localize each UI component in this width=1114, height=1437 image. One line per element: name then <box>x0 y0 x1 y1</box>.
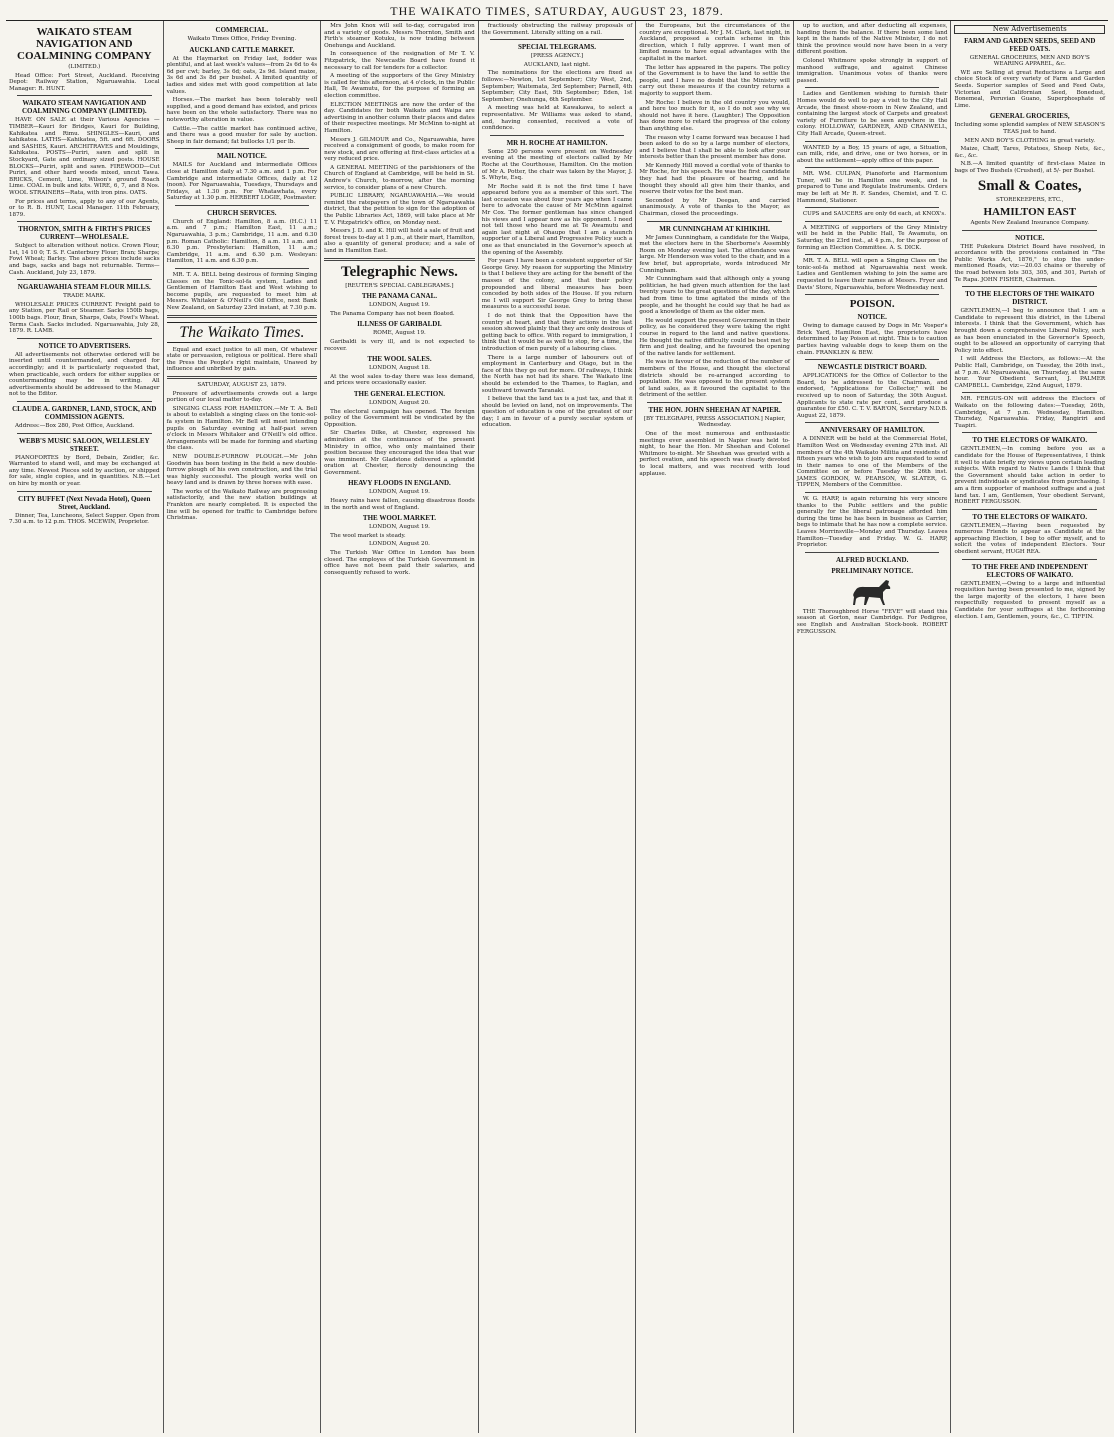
article-heading: HEAVY FLOODS IN ENGLAND. <box>348 479 451 488</box>
article-heading: THORNTON, SMITH & FIRTH'S PRICES CURRENT—WHOLESALE. <box>18 225 151 242</box>
article-paragraph: A GENERAL MEETING of the parishioners of the Church of England at Cambridge, will be held in St. Andrew's Church, to-morrow, after the morning service, to consider plans of a new Church. <box>324 164 475 191</box>
article-paragraph: For prices and terms, apply to any of our Agents, or to R. B. HUNT, Local Manager. 11th February, 1879. <box>9 198 160 218</box>
article-paragraph: Mr Kennedy Hill moved a cordial vote of thanks to Mr Roche, for his speech. He was the first candidate they had had the pleasure of hearing, and he thought they should all give him their thanks, and reserve their votes for the best man. <box>639 162 790 196</box>
article-paragraph: Pressure of advertisements crowds out a large portion of our local matter to-day. <box>166 390 318 404</box>
article-paragraph: SINGING CLASS FOR HAMILTON.—Mr T. A. Bell is about to establish a singing class on the tonic-sol-fa system in Hamilton. Mr Bell will meet intending pupils on Saturday evening at half-past seven o'clock in Messrs Whitaker and O'Neill's old office. Arrangements will be made for forming and starting the class. <box>166 405 318 452</box>
divider <box>490 135 625 136</box>
divider <box>805 167 940 168</box>
article-heading: FARM AND GARDEN SEEDS, SEED AND FEED OATS. <box>964 36 1096 53</box>
divider <box>962 432 1097 433</box>
article-paragraph: The letter has appeared in the papers. The policy of the Government is to have the land to settle the people, and I have no doubt that the Ministry will carry out these measures if the country returns a majority to support them. <box>639 64 790 97</box>
article-paragraph: MAILS for Auckland and intermediate Offices close at Hamilton daily at 7.30 a.m. and 1 p.m. For Cambridge and intermediate Offices, daily at 12 (noon). For Ngaruawahia, Tuesdays, Thursdays and Fridays, at 1.30 p.m. For Whatawhata, every Saturday at 1.30 p.m. HERBERT LOGIE, Postmaster. <box>166 162 318 202</box>
article-paragraph: A meeting was held at Kawakawa, to select a representative. Mr Williams was asked to stand, and, having consented, received a vote of confidence. <box>481 105 633 132</box>
subheading: TRADE MARK. <box>63 293 106 300</box>
subheading: MEN AND BOY'S CLOTHING in great variety. <box>964 137 1096 144</box>
article-paragraph: For years I have been a consistent supporter of Sir George Grey. My reason for supporting the Ministry is that I believe they are acting for the benefit of the masses of the colony, and that their policy propounded and liberal measures has been conceded by both sides of the House. If you return me I will support Sir George Grey to bring these measures to a successful issue. <box>481 258 633 311</box>
subheading: ROME, August 19. <box>373 330 426 337</box>
article-paragraph: GENTLEMEN,—Having been requested by numerous Friends to appear as Candidate at the approaching Election, I beg to offer myself, and to solicit the votes of independent Electors. Your obedient servant, HUGH REA. <box>954 522 1106 556</box>
article-paragraph: A meeting of the supporters of the Grey Ministry is called for this afternoon, at 4 o'clock, in the Public Hall, Te Awamutu, for the purpose of forming an election committee. <box>324 73 475 99</box>
paper-wordmark: The Waikato Times. <box>167 322 318 343</box>
article-paragraph: The electoral campaign has opened. The foreign policy of the Government will be vindicated by the Opposition. <box>324 408 475 428</box>
subheading: LONDON, August 19. <box>368 524 430 531</box>
article-paragraph: MR. T. A. BELL being desirous of forming Singing Classes on the Tonic-sol-fa system, Ladies and Gentlemen of Hamilton East and West wishing to become pupils, are requested to meet him at Messrs. Whitaker & O'Neill's Old Office, next Bank New Zealand, on Saturday 23rd instant, at 7.30 p.m. <box>166 272 318 311</box>
article-paragraph: Horses.—The market has been tolerably well supplied, and a good demand has existed, and prices have been on the whole satisfactory. There was no noteworthy alteration in value. <box>166 97 318 123</box>
divider <box>962 559 1097 560</box>
article-paragraph: The Turkish War Office in London has been closed. The employes of the Turkish Government in office have not been paid their salaries, and consequently refused to work. <box>324 550 475 576</box>
column-6 <box>794 21 952 1433</box>
article-heading: TO THE ELECTORS OF WAIKATO. <box>972 512 1088 521</box>
article-heading: TO THE FREE AND INDEPENDENT ELECTORS OF WAIKATO. <box>971 562 1088 579</box>
divider <box>962 509 1097 510</box>
article-paragraph: GENTLEMEN,—I beg to announce that I am a Candidate to represent this district, in the Liberal interests. I think that the Government, which has brought down a comprehensive Liberal Policy, such as has been enunciated in the Governor's Speech, ought to be allowed an opportunity of carrying that Policy into effect. <box>954 308 1106 354</box>
subheading: Waikato Times Office, Friday Evening. <box>187 36 297 42</box>
article-paragraph: Cattle.—The cattle market has continued active, and there was a good muster for sale by auction. Sheep in fair demand; fat bullocks 1/1 per lb. <box>166 125 318 145</box>
article-paragraph: Mr James Cunningham, a candidate for the Waipa, met the electors here in the Sherborne's Assembly Room on Monday evening last. The attendance was large. Mr Henderson was voted to the chair, and in a few brief, but appropriate, words introduced Mr Cunningham. <box>639 234 790 274</box>
article-heading: GENERAL GROCERIES, <box>989 112 1070 121</box>
article-paragraph: The Panama Company has not been floated. <box>330 310 455 317</box>
article-heading: ALFRED BUCKLAND. <box>836 555 909 564</box>
divider <box>175 268 310 269</box>
article-heading: HAMILTON EAST <box>983 206 1077 219</box>
article-paragraph: Sir Charles Dilke, at Chester, expressed his admiration at the continuance of the present Ministry in office, who only maintained their position because they encouraged the idea that war was imminent. Mr Gladstone delivered a splendid oration at Chester, fiercely denouncing the Government. <box>324 430 475 476</box>
article-paragraph: Owing to damage caused by Dogs in Mr. Vosper's Brick Yard, Hamilton East, the proprietors have determined to lay Poison at night. This is to caution parties having valuable dogs to keep them on the chain. FRANKLEN & BEW. <box>796 323 948 356</box>
masthead: THE WAIKATO TIMES, SATURDAY, AUGUST 23, 1879. <box>6 4 1108 21</box>
column-5 <box>636 21 794 1433</box>
article-heading: SPECIAL TELEGRAMS. <box>517 43 597 52</box>
article-paragraph: Messrs J. GILMOUR and Co., Ngaruawahia, have received a consignment of goods, to make room for new stock, and are offering at first-class articles at a very reduced price. <box>324 136 475 163</box>
article-paragraph: Equal and exact justice to all men, Of whatever state or persuasion, religious or political. Here shall the Press the People's right maintain, Unawed by influence and unbribed by gain. <box>166 346 318 373</box>
article-paragraph: up to auction, and after deducting all expenses, handing them the balance. If there been some land kept in the hands of the Native Minister, I do not think the province would now have been in a very different position. <box>796 23 948 56</box>
article-paragraph: At the wool sales to-day there was less demand, and prices were occasionally easier. <box>324 373 475 387</box>
article-paragraph: I believe that the land tax is a just tax, and that it should be levied on land, not on improvements. The question of education is one of the greatest of our day; I am in favour of a purely secular system of education. <box>481 396 633 429</box>
article-paragraph: fractiously obstructing the railway proposals of the Government. Literally sitting on a rail. <box>481 23 633 36</box>
article-paragraph: Subject to alteration without notice. Crown Flour, 1st, 14 10 0; T. S. F. Canterbury Flour; Bran; Sharps; Fowl Wheat; Barley. The above prices include sacks and bags, sacks and bags not returnable. Terms—Cash. Auckland, July 23, 1879. <box>9 243 160 276</box>
article-heading: Small & Coates, <box>977 177 1082 194</box>
article-paragraph: All advertisements not otherwise ordered will be inserted until countermanded, and charged for accordingly; and it is particularly requested that, when practicable, such orders for either supplies or countermanding may be in writing. All advertisements should be addressed to the Manager not to the Editor. <box>9 351 160 398</box>
article-paragraph: PUBLIC LIBRARY, NGARUAWAHIA.—We would remind the ratepayers of the town of Ngaruawahia district, that the petition to sign for the adoption of the Public Libraries Act, 1869, will take place at Mr T. V. Fitzpatrick's office, on Monday next. <box>324 193 475 226</box>
divider <box>17 279 152 280</box>
article-paragraph: WE are Selling at great Reductions a Large and choice Stock of every variety of Farm and Garden Seeds. Superior samples of Seed and Feed Oats, Victorian and Californian Seed, Bonedust, Bonemeal, Peruvian Guano, Superphosphate of Lime. <box>954 69 1106 109</box>
divider <box>805 141 940 142</box>
article-paragraph: W. G. HARP, is again returning his very sincere thanks to the Public settlers and the public generally for the liberal patronage afforded him during the time he has been in business as Carrier, begs to intimate that he has now a complete service. Leaves Morrinsville—Monday and Thursday. Leaves Hamilton—Tuesday and Friday. W. G. HARP, Proprietor. <box>796 496 948 549</box>
article-paragraph: The nominations for the elections are fixed as follows:—Newton, 1st September; City West, 2nd, September; Waitemata, 3rd September; Parnell, 4th September; City East, 5th September; Eden, 1st September; Onehunga, 6th September. <box>481 70 633 103</box>
article-paragraph: THE Thoroughbred Horse "FEVE" will stand this season at Gorton, near Cambridge. For Pedigree, see English and Australian Stock-book. ROBERT FERGUSSON. <box>796 608 948 635</box>
article-heading: THE WOOL SALES. <box>367 355 432 364</box>
article-paragraph: Church of England: Hamilton, 8 a.m. (H.C.) 11 a.m. and 7 p.m.; Hamilton East, 11 a.m.; Ngaruawahia, 3 p.m.; Cambridge, 11 a.m. and 6.30 p.m. Roman Catholic: Hamilton, 8 a.m. 11 a.m. and 6.30 p.m. Presbyterian: Hamilton, 11 a.m.; Cambridge, 11 a.m. and 6.30 p.m. Wesleyan: Hamilton, 11 a.m. and 6.30 p.m. <box>166 218 318 265</box>
article-paragraph: The reason why I came forward was because I had been asked to do so by a large number of electors, and I believe that I shall be able to look after your interests better than the present member has done. <box>639 134 790 161</box>
article-heading: PRELIMINARY NOTICE. <box>831 566 913 575</box>
article-heading: THE HON. JOHN SHEEHAN AT NAPIER. <box>648 405 781 414</box>
article-paragraph: HAVE ON SALE at their Various Agencies — TIMBER—Kauri for Bridges, Kauri for Building, Kahikatea and Rimu. SHINGLES—Kauri, and kahikatea. LATHS—Kahikatea, 5ft. and 6ft. DOORS and SASHES, Kauri. ARCHITRAVES and Mouldings, Kahikatea. POSTS—Puriri, sawn and split in Stockyard, Gate and ordinary sized posts. HOUSE BLOCKS—Puriri, split and sawn. FIREWOOD—Cut Puriri, and other hard woods mixed, uncut Tawa. BRICKS, Cement, Lime, Wilson's ground Roach Lime. COAL in bulk and kits. WIRE, 6, 7, and 8 Nos. WOOL STRAINERS—Rata, with iron pins. OATS. <box>9 117 160 196</box>
article-heading: MAIL NOTICE. <box>216 152 267 161</box>
divider <box>647 402 782 403</box>
article-heading: TO THE ELECTORS OF THE WAIKATO DISTRICT. <box>965 290 1095 307</box>
article-paragraph: There is a large number of labourers out of employment in Canterbury and Otago, but in the face of this they go out for more. Of railways, I think the North has not had its share. The Waikato line should be extended to the Thames, to Raglan, and southward towards Taranaki. <box>481 354 633 394</box>
article-heading: ANNIVERSARY OF HAMILTON. <box>819 426 925 435</box>
article-paragraph: WHOLESALE PRICES CURRENT. Freight paid to any Station, per Rail or Steamer. Sacks 150lb bags, 100lb bags. Flour, Bran, Sharps, Oats, Fowl's Wheat. Terms Cash. Sacks included. Ngaruawahia, July 28, 1879. R. LAMB. <box>9 301 160 335</box>
article-paragraph: the Europeans, but the circumstances of the country are exceptional. Mr J. M. Clark, last night, in Auckland, proposed a certain scheme in this direction, which I fully approve. I want men of limited means to have equal advantages with the capitalist in the market. <box>639 23 790 62</box>
article-paragraph: Heavy rains have fallen, causing disastrous floods in the north and west of England. <box>324 498 475 511</box>
article-paragraph: N.B.—A limited quantity of first-class Maize in bags of Two Bushels (Crushed), at 5/- per Bushel. <box>954 161 1106 174</box>
article-heading: TO THE ELECTORS OF WAIKATO. <box>972 436 1088 445</box>
article-paragraph: THE Pukekura District Board have resolved, in accordance with the provisions contained in "The Public Works Act, 1876," to stop the under-mentioned Roads, viz:—20.03 chains or thereby of the road between lots 303, 305, and 301, Parish of Te Rapa. JOHN FISHER, Chairman. <box>954 243 1106 283</box>
divider <box>490 39 625 40</box>
article-heading: ILLNESS OF GARIBALDI. <box>357 320 442 329</box>
subheading: [REUTER'S SPECIAL CABLEGRAMS.] <box>345 282 454 289</box>
article-paragraph: Some 250 persons were present on Wednesday evening at the meeting of electors called by Mr Roche at the Courthouse, Hamilton. On the motion of Mr A. Potter, the chair was taken by the Mayor, J. S. Whyte, Esq. <box>481 148 633 182</box>
subheading: Agents New Zealand Insurance Company. <box>970 220 1090 227</box>
columns-container <box>6 21 1108 1433</box>
article-paragraph: PIANOFORTES by Bord, Debain, Zeidler, &c. Warranted to stand well, and may be exchanged at any time. Newest Pieces sold by auction, or shipped for sale, single copies, and in quantities. N.B.—Let on hire by month or year. <box>9 454 160 487</box>
divider <box>805 221 940 222</box>
article-paragraph: I do not think that the Opposition have the country at heart, and that their actions in the last session showed plainly that they are only desirous of getting back to office. With regard to immigration, I think that it would be as well to stop, for a time, the introduction of men purely of a labouring class. <box>481 312 633 352</box>
divider <box>17 433 152 434</box>
divider <box>175 148 310 149</box>
article-paragraph: At the Haymarket on Friday last, fodder was plentiful, and at last week's values—from 2s 6d to 4s 6d per cwt; barley, 3s 6d; oats, 2s 9d. Island maize, 3s 6d and 3s 8d per bushel. A limited quantity of ladies and sides met with good competition at late values. <box>166 55 318 95</box>
subheading: Including some splendid samples of NEW SEASON'S TEAS just to hand. <box>954 122 1105 135</box>
article-paragraph: WANTED by a Boy, 15 years of age, a Situation, can milk, ride, and drive, one or two horses, or in about the settlement—apply office of this paper. <box>796 144 948 164</box>
column-1 <box>6 21 164 1433</box>
article-paragraph: A MEETING of supporters of the Grey Ministry will be held in the Public Hall, Te Awamutu, on Saturday, the 23rd inst., at 4 p.m., for the purpose of forming an Election Committee. A. S. DICK. <box>796 224 948 251</box>
article-paragraph: Messrs J. D. and K. Hill will hold a sale of fruit and forest trees to-day at 1 p.m., at their mart, Hamilton, also a quantity of general produce; and a sale of land in Hamilton East. <box>324 228 475 254</box>
article-heading: WEBB'S MUSIC SALOON, WELLESLEY STREET. <box>19 436 150 453</box>
article-heading: COMMERCIAL. <box>215 26 269 34</box>
divider <box>805 552 940 553</box>
article-paragraph: Mr Roche: I believe in the old country you would, and here too much for it, so I do not see why we should not have it here. (Laughter.) The Opposition has done more to retard the progress of the colony than anything else. <box>639 99 790 132</box>
article-paragraph: MR. WM. CULPAN, Pianoforte and Harmonium Tuner, will be in Hamilton one week, and is prepared to Tune and Regulate Instruments. Orders may be left at Mr R. F. Sandes, Chemist, and T. C. Hammond, Stationer. <box>796 171 948 204</box>
article-heading: THE WOOL MARKET. <box>362 514 436 523</box>
article-paragraph: Colonel Whitmore spoke strongly in support of manhood suffrage, and against Chinese immigration. Unanimous votes of thanks were passed. <box>796 57 948 84</box>
article-heading: THE GENERAL ELECTION. <box>353 389 446 398</box>
subheading: [PRESS AGENCY.] <box>530 53 584 60</box>
article-paragraph: I will Address the Electors, as follows:—At the Public Hall, Cambridge, on Tuesday, the 26th inst., at 7 p.m. At Ngaruawahia, on Thursday, at the same hour. Your Obedient Servant, J. PALMER CAMPBELL. Cambridge, 22nd August, 1879. <box>954 356 1106 389</box>
column-2 <box>164 21 322 1433</box>
double-divider <box>167 376 318 379</box>
subheading: [BY TELEGRAPH, PRESS ASSOCIATION.] Napier, Wednesday. <box>643 415 786 429</box>
article-paragraph: Head Office: Fort Street, Auckland. Receiving Depot: Railway Station, Ngaruawahia. Local Manager: R. HUNT. <box>9 72 160 92</box>
article-heading: NEWCASTLE DISTRICT BOARD. <box>817 363 927 372</box>
article-paragraph: MR. FERGUS-ON will address the Electors of Waikato on the following dates:—Tuesday, 26th, Cambridge, at 7 p.m. Wednesday, Hamilton. Thursday, Ngaruawahia. Friday, Rangiriri and Tuapiri. <box>954 396 1106 429</box>
article-heading: NOTICE. <box>1015 233 1045 242</box>
article-heading: AUCKLAND CATTLE MARKET. <box>189 45 295 54</box>
article-heading: Telegraphic News. <box>340 263 458 280</box>
article-paragraph: NEW DOUBLE-FURROW PLOUGH.—Mr John Goodwin has been testing in the field a new double-furrow plough of his own construction, and the trial was highly successful. The plough works well on heavy land and is drawn by three horses with ease. <box>166 453 318 487</box>
article-paragraph: He would support the present Government in their policy, as he considered they were taking the right course in regard to the land and native questions. He thought the native difficulty could be best met by firm and just dealing, and he favoured the opening of the native lands for settlement. <box>639 317 790 357</box>
subheading: SATURDAY, AUGUST 23, 1879. <box>197 381 287 388</box>
section-banner: New Advertisements <box>954 25 1105 34</box>
subheading: STOREKEEPERS, ETC., <box>996 196 1064 203</box>
article-heading: WAIKATO STEAM NAVIGATION AND COALMINING COMPANY <box>17 26 152 62</box>
article-heading: THE PANAMA CANAL. <box>361 292 437 301</box>
subheading: GENERAL GROCERIES, MEN AND BOY'S WEARING APPAREL, &c. <box>969 54 1090 68</box>
article-paragraph: GENTLEMEN,—Owing to a large and influential requisition having been presented to me, signed by the large majority of the electors, I have been respectfully requested to present myself as a Candidate for your suffrages at the forthcoming election. I am, Gentlemen, yours, &c., C. TIFFIN. <box>954 580 1106 620</box>
article-paragraph: The wool market is steady. <box>330 532 406 539</box>
subheading: LONDON, August 20. <box>368 399 430 406</box>
article-paragraph: Mr Roche said it is not the first time I have appeared before you as a member of this sort. The last occasion was about four years ago when I came here to advocate the cause of Mr McMinn against Mr Cox. The former gentleman has since changed his views and I appear now as his opponent. I need not tell those who heard me at Te Awamutu and again last night at Ohaupo that I am a staunch supporter of a Liberal and Progressive Policy such a one as that enunciated in the Governor's speech at the opening of the Assembly. <box>481 183 633 256</box>
article-paragraph: GENTLEMEN,—In coming before you as a candidate for the House of Representatives, I think it well to state briefly my views upon certain leading subjects. With regard to Native Lands I think that the Government should take action in order to prevent individuals or syndicates from purchasing. I am a firm supporter of manhood suffrage and a just land tax. I am, Gentlemen, Your obedient Servant, ROBERT FERGUSSON. <box>954 446 1106 506</box>
divider <box>805 87 940 88</box>
divider <box>175 205 310 206</box>
article-paragraph: MR. T. A. BELL will open a Singing Class on the tonic-sol-fa method at Ngaruawahia next week. Ladies and Gentlemen wishing to join the same are requested to leave their names at Messrs. Fryer and Davis' Store, Ngaruawahia, before Wednesday next. <box>796 258 948 291</box>
article-paragraph: Address:—Box 280, Post Office, Auckland. <box>15 422 135 429</box>
article-heading: WAIKATO STEAM NAVIGATION AND COALMINING COMPANY (LIMITED). <box>21 99 147 116</box>
article-paragraph: Seconded by Mr Deegan, and carried unanimously. A vote of thanks to the Mayor, as Chairman, closed the proceedings. <box>639 197 790 218</box>
article-paragraph: One of the most numerous and enthusiastic meetings ever assembled in Napier was held to-night, to hear the Hon. Mr Sheehan and Colonel Whitmore to-night. Mr Sheehan was greeted with a perfect ovation, and his speech was clearly devoted to local matters, and was received with loud applause. <box>639 431 790 477</box>
divider <box>17 401 152 402</box>
article-heading: CLAUDE A. GARDNER, LAND, STOCK, AND COMMISSION AGENTS. <box>12 404 157 421</box>
article-paragraph: Mr Cunningham said that although only a young politician, he had given much attention for the last twenty years to the great questions of the day, which had from time to time agitated the minds of the people, and he thought he could say that he had as good a knowledge of them as the older men. <box>639 276 790 316</box>
subheading: AUCKLAND, last night. <box>523 61 591 68</box>
article-paragraph: A DINNER will be held at the Commercial Hotel, Hamilton West on Wednesday evening 27th inst. All members of the 4th Waikato Militia and residents of fifteen years who wish to join are requested to send in their names to one of the Members of the Committee on or before Tuesday the 26th inst. JAMES GORDON, W. PEARSON, W. SLATER, G. TIPPEN, Members of the Committee. <box>796 436 948 489</box>
article-paragraph: Dinner, Tea, Luncheons, Select Supper. Open from 7.30 a.m. to 12 p.m. THOS. MCEWIN, Proprietor. <box>9 512 160 526</box>
article-paragraph: In consequence of the resignation of Mr T. V. Fitzpatrick, the Newcastle Board have found it necessary to call for tenders for a collector. <box>324 51 475 71</box>
column-4 <box>479 21 637 1433</box>
article-paragraph: He was in favour of the reduction of the number of members of the House, and thought the electoral districts should be re-arranged according to population. He was opposed to the present system of land sales, as it favoured the capitalist to the detriment of the settler. <box>639 359 790 399</box>
article-heading: NGARUAWAHIA STEAM FLOUR MILLS. <box>17 283 151 292</box>
article-paragraph: Mrs John Knox will sell to-day, corrugated iron and a variety of goods. Messrs Thornton, Smith and Firth's steamer Kotuku, is now trading between Onehunga and Auckland. <box>324 23 475 49</box>
divider <box>962 286 1097 287</box>
divider <box>17 95 152 96</box>
subheading: LONDON, August 19. <box>368 489 430 496</box>
article-heading: POISON. <box>849 298 895 311</box>
article-heading: MR H. ROCHE AT HAMILTON. <box>506 138 608 147</box>
divider <box>805 359 940 360</box>
divider <box>647 221 782 222</box>
article-paragraph: The works of the Waikato Railway are progressing satisfactorily, and the new station buildings at Frankton are nearly completed. It is expected the line will be opened for traffic to Cambridge before Christmas. <box>166 488 318 522</box>
article-paragraph: Maize, Chaff, Tares, Potatoes, Sheep Nets, &c., &c., &c. <box>954 146 1106 159</box>
article-paragraph: APPLICATIONS for the Office of Collector to the Board, to be addressed to the Chairman, and endorsed, "Applications for Collector," will be received up to noon of Saturday, the 30th August. Applicants to state rate per cent., and produce a guarantee for £50. C. T. V. BAR'ON, Secretary N.D.B. August 22, 1879. <box>796 373 948 419</box>
column-3 <box>321 21 479 1433</box>
article-paragraph: Garibaldi is very ill, and is not expected to recover. <box>324 338 475 352</box>
column-7 <box>951 21 1108 1433</box>
article-heading: MR CUNNINGHAM AT KIHIKIHI. <box>659 224 770 233</box>
article-heading: CHURCH SERVICES. <box>207 208 277 217</box>
divider <box>805 492 940 493</box>
horse-icon <box>849 577 895 607</box>
divider <box>962 392 1097 393</box>
divider <box>962 230 1097 231</box>
divider <box>805 254 940 255</box>
divider <box>805 422 940 423</box>
divider <box>17 338 152 339</box>
divider <box>17 221 152 222</box>
double-divider <box>324 258 475 261</box>
divider <box>805 207 940 208</box>
subheading: LONDON, August 20. <box>368 541 430 548</box>
double-divider <box>167 315 318 318</box>
article-paragraph: CUPS and SAUCERS are only 6d each, at KNOX's. <box>802 211 947 218</box>
article-paragraph: Ladies and Gentlemen wishing to furnish their Homes would do well to pay a visit to the City Hall Arcade, the finest show-room in New Zealand, and containing the largest stock of Carpets and greatest variety of Furniture to be seen anywhere in the colony. HOLLOWAY, GARDNER, AND CRANWELL, City Hall Arcade, Queen-street. <box>796 91 948 137</box>
article-heading: NOTICE TO ADVERTISERS. <box>38 341 131 350</box>
article-heading: NOTICE. <box>857 313 887 322</box>
subheading: LONDON, August 18. <box>368 365 430 372</box>
article-heading: CITY BUFFET (Next Nevada Hotel), Queen Street, Auckland. <box>18 494 151 511</box>
subheading: LONDON, August 19. <box>368 302 430 309</box>
divider <box>17 491 152 492</box>
article-paragraph: ELECTION MEETINGS are now the order of the day. Candidates for both Waikato and Waipa are advertising in another column their places and dates of their respective meetings. Mr McMinn to-night at Hamilton. <box>324 101 475 134</box>
divider <box>805 294 940 295</box>
subheading: (LIMITED.) <box>68 64 101 70</box>
